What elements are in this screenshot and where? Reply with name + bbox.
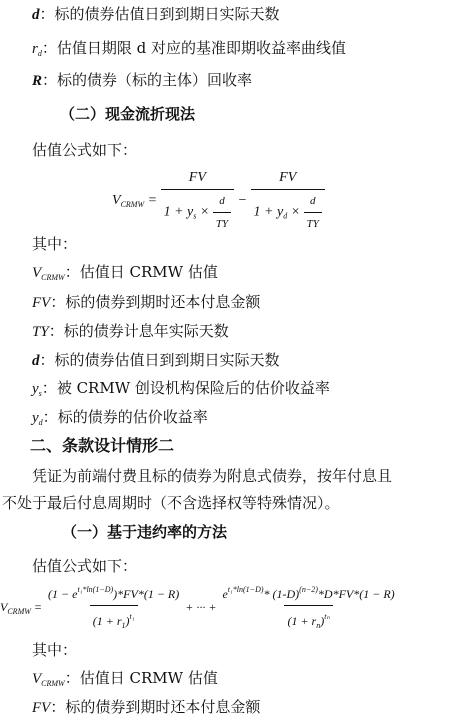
separator: ： [42, 71, 58, 89]
inner-fraction [213, 191, 231, 234]
fraction-2 [251, 168, 325, 234]
definition-text: 估值日 CRMW 估值 [79, 669, 218, 687]
where-label-2: 其中： [32, 641, 78, 659]
num-part: * (1-D) [263, 587, 300, 601]
denominator [90, 605, 138, 636]
def-rd [32, 38, 346, 64]
separator: ： [41, 379, 57, 397]
numerator: FV [188, 170, 206, 185]
times: × [196, 204, 213, 220]
def-yd [32, 407, 208, 433]
separator: ： [42, 408, 58, 426]
numerator: FV [279, 170, 297, 185]
formula-lhs-subscript: CRMW [7, 606, 31, 616]
paragraph-line-2: 不处于最后付息周期时（不含选择权等特殊情况）。 [2, 494, 340, 512]
def-vcrmw-2 [32, 668, 218, 694]
num-part: e [222, 587, 228, 601]
numerator [219, 580, 397, 605]
definition-text: 标的债券（标的主体）回收率 [57, 71, 253, 89]
definition-text: 标的债券的估价收益率 [57, 408, 208, 426]
symbol-subscript: d [38, 418, 43, 427]
fraction-2 [219, 580, 397, 636]
num-part: )*FV*(1 − R) [113, 587, 180, 601]
denominator [251, 189, 325, 234]
where-label: 其中： [32, 235, 78, 253]
formula-intro-2: 估值公式如下： [32, 557, 138, 575]
separator: ： [39, 351, 55, 369]
definition-text: 标的债券到期时还本付息金额 [65, 293, 261, 311]
formula-lhs-subscript: CRMW [120, 200, 145, 210]
num-exponent: t₁*ln(1−D) [77, 585, 114, 594]
den-part: 1 + y [163, 204, 194, 220]
den-subscript: n [316, 621, 321, 630]
equals-sign: = [147, 193, 158, 209]
definition-text: 估值日期限 d 对应的基准即期收益率曲线值 [56, 39, 346, 57]
times: × [287, 204, 304, 220]
formula-cashflow [112, 168, 325, 234]
symbol: y [32, 381, 39, 397]
formula-lhs: V [112, 193, 121, 209]
section-heading-default: （一）基于违约率的方法 [62, 523, 228, 541]
separator: ： [50, 293, 66, 311]
section-heading-cashflow: （二）现金流折现法 [60, 105, 196, 123]
def-ys [32, 378, 330, 404]
symbol-subscript: d [37, 49, 42, 58]
den-subscript: s [193, 211, 197, 221]
separator: ： [39, 5, 55, 23]
num-exponent-2: (n−2) [299, 585, 318, 594]
den-part: 1 + y [253, 204, 284, 220]
symbol: r [32, 41, 38, 57]
symbol: TY [32, 324, 49, 340]
def-R [32, 70, 252, 91]
den-part: (1 + r [92, 614, 122, 628]
definition-text: 被 CRMW 创设机构保险后的估价收益率 [56, 379, 330, 397]
definition-text: 标的债券到期时还本付息金额 [65, 698, 261, 716]
inner-fraction [304, 191, 322, 234]
section-heading-two: 二、条款设计情形二 [30, 436, 175, 455]
paragraph-line-1: 凭证为前端付费且标的债券为附息式债券，按年付息且 [32, 467, 393, 485]
def-vcrmw [32, 262, 218, 288]
den-exponent: t₁ [129, 612, 135, 621]
def-fv-2 [32, 697, 260, 718]
definition-text: 估值日 CRMW 估值 [79, 263, 218, 281]
den-part: (1 + r [287, 614, 317, 628]
den-exponent: tₙ [324, 612, 330, 621]
separator: ： [64, 669, 80, 687]
num-part: (1 − e [48, 587, 78, 601]
denominator [284, 605, 332, 636]
den-part: ) [320, 614, 325, 628]
symbol: FV [32, 700, 51, 716]
separator: ： [41, 39, 57, 57]
den-subscript: 1 [121, 621, 126, 630]
separator: ： [48, 322, 64, 340]
def-d-top [32, 4, 280, 25]
symbol-subscript: s [38, 389, 42, 398]
num-part: *D*FV*(1 − R) [317, 587, 395, 601]
equals-sign: = [33, 599, 43, 614]
symbol-subscript: CRMW [41, 679, 65, 688]
den-subscript: d [283, 211, 288, 221]
symbol: FV [32, 295, 51, 311]
symbol: d [32, 353, 40, 369]
symbol: y [32, 410, 39, 426]
minus-sign: − [237, 193, 248, 209]
definition-text: 标的债券估值日到到期日实际天数 [54, 351, 280, 369]
def-d [32, 350, 280, 371]
symbol-subscript: CRMW [41, 273, 65, 282]
formula-intro: 估值公式如下： [32, 141, 138, 159]
symbol: V [32, 671, 42, 687]
formula-default [0, 580, 398, 636]
symbol: V [32, 265, 42, 281]
inner-numerator: d [310, 195, 316, 207]
ellipsis-plus: + ··· + [185, 599, 217, 614]
fraction-1 [45, 580, 182, 636]
formula-lhs: V [0, 599, 8, 614]
symbol: R [32, 73, 43, 89]
den-part: ) [125, 614, 130, 628]
symbol: d [32, 7, 40, 23]
def-fv [32, 292, 260, 313]
inner-numerator: d [219, 195, 225, 207]
definition-text: 标的债券估值日到到期日实际天数 [54, 5, 280, 23]
numerator [45, 580, 182, 605]
separator: ： [64, 263, 80, 281]
def-ty [32, 321, 229, 342]
fraction-1 [161, 168, 235, 234]
num-exponent: t₁*ln(1−D) [227, 585, 264, 594]
separator: ： [50, 698, 66, 716]
definition-text: 标的债券计息年实际天数 [63, 322, 229, 340]
inner-denominator: TY [213, 212, 231, 234]
denominator [161, 189, 235, 234]
inner-denominator: TY [304, 212, 322, 234]
